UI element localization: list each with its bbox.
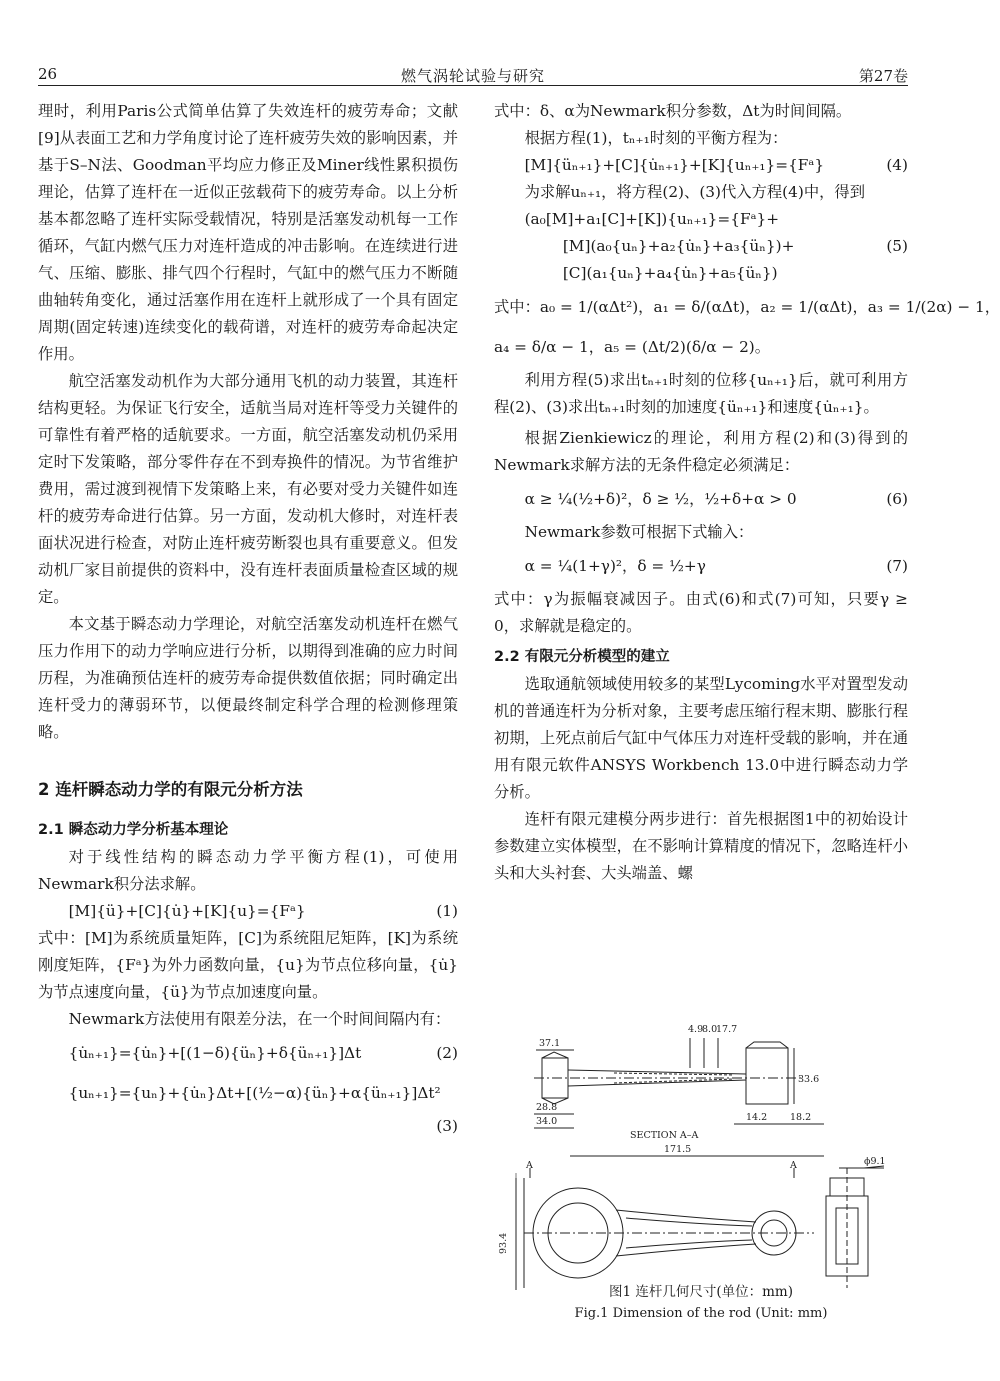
volume-label: 第27卷 xyxy=(858,67,908,85)
page-number: 26 xyxy=(38,65,58,83)
section-mark: A xyxy=(790,1160,797,1171)
subsection-heading: 2.1 瞬态动力学分析基本理论 xyxy=(38,822,229,838)
paragraph: 连杆有限元建模分两步进行：首先根据图1中的初始设计参数建立实体模型，在不影响计算精度的情况下，忽略连杆小头和大头衬套、大头端盖、螺 xyxy=(494,810,908,882)
equation-number: (4) xyxy=(886,156,908,174)
paragraph: 理时，利用Paris公式简单估算了失效连杆的疲劳寿命；文献[9]从表面工艺和力学角度讨论了连杆疲劳失效的影响因素，并基于S–N法、Goodman平均应力修正及Miner线性累积损伤理论，估算了连杆在一近似正弦载荷下的疲劳寿命。以上分析基本都忽略了连杆实际受载情况，特别是活塞发动机每一工作循环，气缸内燃气压力对连杆造成的冲击影响。在连续进行进气、压缩、膨胀、排气四个行程时，气缸中的燃气压力不断随曲轴转角变化，通过活塞作用在连杆上就形成了一个具有固定周期(固定转速)连续变化的载荷谱，对连杆的疲劳寿命起决定作用。 xyxy=(38,102,458,363)
dim-label: 171.5 xyxy=(664,1144,692,1155)
dim-label: 34.0 xyxy=(536,1116,558,1127)
figure-caption-cn: 图1 连杆几何尺寸(单位：mm) xyxy=(608,1284,794,1300)
paragraph: 为求解uₙ₊₁，将方程(2)、(3)代入方程(4)中，得到 xyxy=(524,183,866,201)
equation-5-line1: (a₀[M]+a₁[C]+[K]){uₙ₊₁}={Fᵃ}+ xyxy=(524,210,780,228)
dim-label: 8.0 xyxy=(702,1024,718,1035)
left-column xyxy=(38,98,458,1140)
equation-number: (5) xyxy=(886,237,908,255)
paragraph: 根据方程(1)，tₙ₊₁时刻的平衡方程为： xyxy=(524,129,788,147)
dim-label: 14.2 xyxy=(746,1112,768,1123)
paragraph: 根据Zienkiewicz的理论，利用方程(2)和(3)得到的Newmark求解方法的无条件稳定必须满足： xyxy=(494,429,908,474)
equation-5-line2: [M](a₀{uₙ}+a₂{u̇ₙ}+a₃{üₙ})+ (5) xyxy=(494,233,908,260)
right-column xyxy=(494,98,1000,887)
section-label: SECTION A–A xyxy=(630,1130,699,1141)
dim-label: 28.8 xyxy=(536,1102,558,1113)
paragraph: 利用方程(5)求出tₙ₊₁时刻的位移{uₙ₊₁}后，就可利用方程(2)、(3)求出tₙ₊₁时刻的加速度{üₙ₊₁}和速度{u̇ₙ₊₁}。 xyxy=(494,371,908,416)
section-mark: A xyxy=(526,1160,533,1171)
paragraph: 本文基于瞬态动力学理论，对航空活塞发动机连杆在燃气压力作用下的动力学响应进行分析，以期得到准确的应力时间历程，为准确预估连杆的疲劳寿命提供数值依据；同时确定出连杆受力的薄弱环节，以便最终制定科学合理的检测修理策略。 xyxy=(38,615,458,741)
paragraph: 对于线性结构的瞬态动力学平衡方程(1)，可使用Newmark积分法求解。 xyxy=(38,848,458,893)
equation-number: (2) xyxy=(436,1044,458,1062)
subsection-heading: 2.2 有限元分析模型的建立 xyxy=(494,649,670,665)
dim-label: 17.7 xyxy=(716,1024,738,1035)
journal-title: 燃气涡轮试验与研究 xyxy=(400,67,545,85)
dim-label: 18.2 xyxy=(790,1112,812,1123)
paragraph: 式中：δ、α为Newmark积分参数，Δt为时间间隔。 xyxy=(494,102,852,120)
equation-5-line3: [C](a₁{uₙ}+a₄{u̇ₙ}+a₅{üₙ}) xyxy=(562,264,778,282)
running-header xyxy=(38,63,908,86)
coefficients-line2: a₄ = δ/α − 1，a₅ = (Δt/2)(δ/α − 2)。 xyxy=(494,338,771,356)
paragraph: 式中：[M]为系统质量矩阵，[C]为系统阻尼矩阵，[K]为系统刚度矩阵，{Fᵃ}为外力函数向量，{u}为节点位移向量，{u̇}为节点速度向量，{ü}为节点加速度向量。 xyxy=(38,929,458,1001)
coefficients-line1: 式中：a₀ = 1/(αΔt²)，a₁ = δ/(αΔt)，a₂ = 1/(αΔt)，a₃ = 1/(2α) − 1， xyxy=(494,298,1000,316)
section-heading: 2 连杆瞬态动力学的有限元分析方法 xyxy=(38,780,303,799)
equation-6: α ≥ ¼(½+δ)²，δ ≥ ½，½+δ+α > 0 (6) xyxy=(494,479,908,519)
dim-label: 33.6 xyxy=(798,1074,820,1085)
paragraph: 选取通航领域使用较多的某型Lycoming水平对置型发动机的普通连杆为分析对象，主要考虑压缩行程末期、膨胀行程初期，上死点前后气缸中气体压力对连杆受载的影响，并在通用有限元软件ANSYS Workbench 13.0中进行瞬态动力学分析。 xyxy=(494,675,908,801)
dim-label: 93.4 xyxy=(498,1232,509,1254)
equation-1: [M]{ü}+[C]{u̇}+[K]{u}={Fᵃ} (1) xyxy=(38,898,458,925)
equation-number: (1) xyxy=(436,902,458,920)
equation-2: {u̇ₙ₊₁}={u̇ₙ}+[(1−δ){üₙ}+δ{üₙ₊₁}]Δt (2) xyxy=(38,1033,458,1073)
paragraph: 式中：γ为振幅衰减因子。由式(6)和式(7)可知，只要γ ≥ 0，求解就是稳定的。 xyxy=(494,590,908,635)
equation-4: [M]{üₙ₊₁}+[C]{u̇ₙ₊₁}+[K]{uₙ₊₁}={Fᵃ} (4) xyxy=(494,152,908,179)
paragraph: 航空活塞发动机作为大部分通用飞机的动力装置，其连杆结构更轻。为保证飞行安全，适航当局对连杆等受力关键件的可靠性有着严格的适航要求。一方面，航空活塞发动机仍采用定时下发策略，部分零件存在不到寿换件的情况。为节省维护费用，需过渡到视情下发策略上来，有必要对受力关键件如连杆的疲劳寿命进行估算。另一方面，发动机大修时，对连杆表面状况进行检查，对防止连杆疲劳断裂也具有重要意义。但发动机厂家目前提供的资料中，没有连杆表面质量检查区域的规定。 xyxy=(38,372,458,606)
dim-label: 37.1 xyxy=(539,1038,561,1049)
equation-number: (3) xyxy=(436,1117,458,1135)
dim-label: 4.9 xyxy=(688,1024,704,1035)
equation-3: {uₙ₊₁}={uₙ}+{u̇ₙ}Δt+[(½−α){üₙ}+α{üₙ₊₁}]Δt² xyxy=(68,1084,441,1102)
equation-number: (7) xyxy=(886,557,908,575)
paragraph: Newmark方法使用有限差分法，在一个时间间隔内有： xyxy=(68,1010,451,1028)
dim-label: ϕ9.1 xyxy=(864,1156,886,1167)
equation-number: (6) xyxy=(886,490,908,508)
figure-caption-en: Fig.1 Dimension of the rod (Unit: mm) xyxy=(574,1306,828,1321)
equation-7: α = ¼(1+γ)²，δ = ½+γ (7) xyxy=(494,546,908,586)
paragraph: Newmark参数可根据下式输入： xyxy=(524,523,754,541)
